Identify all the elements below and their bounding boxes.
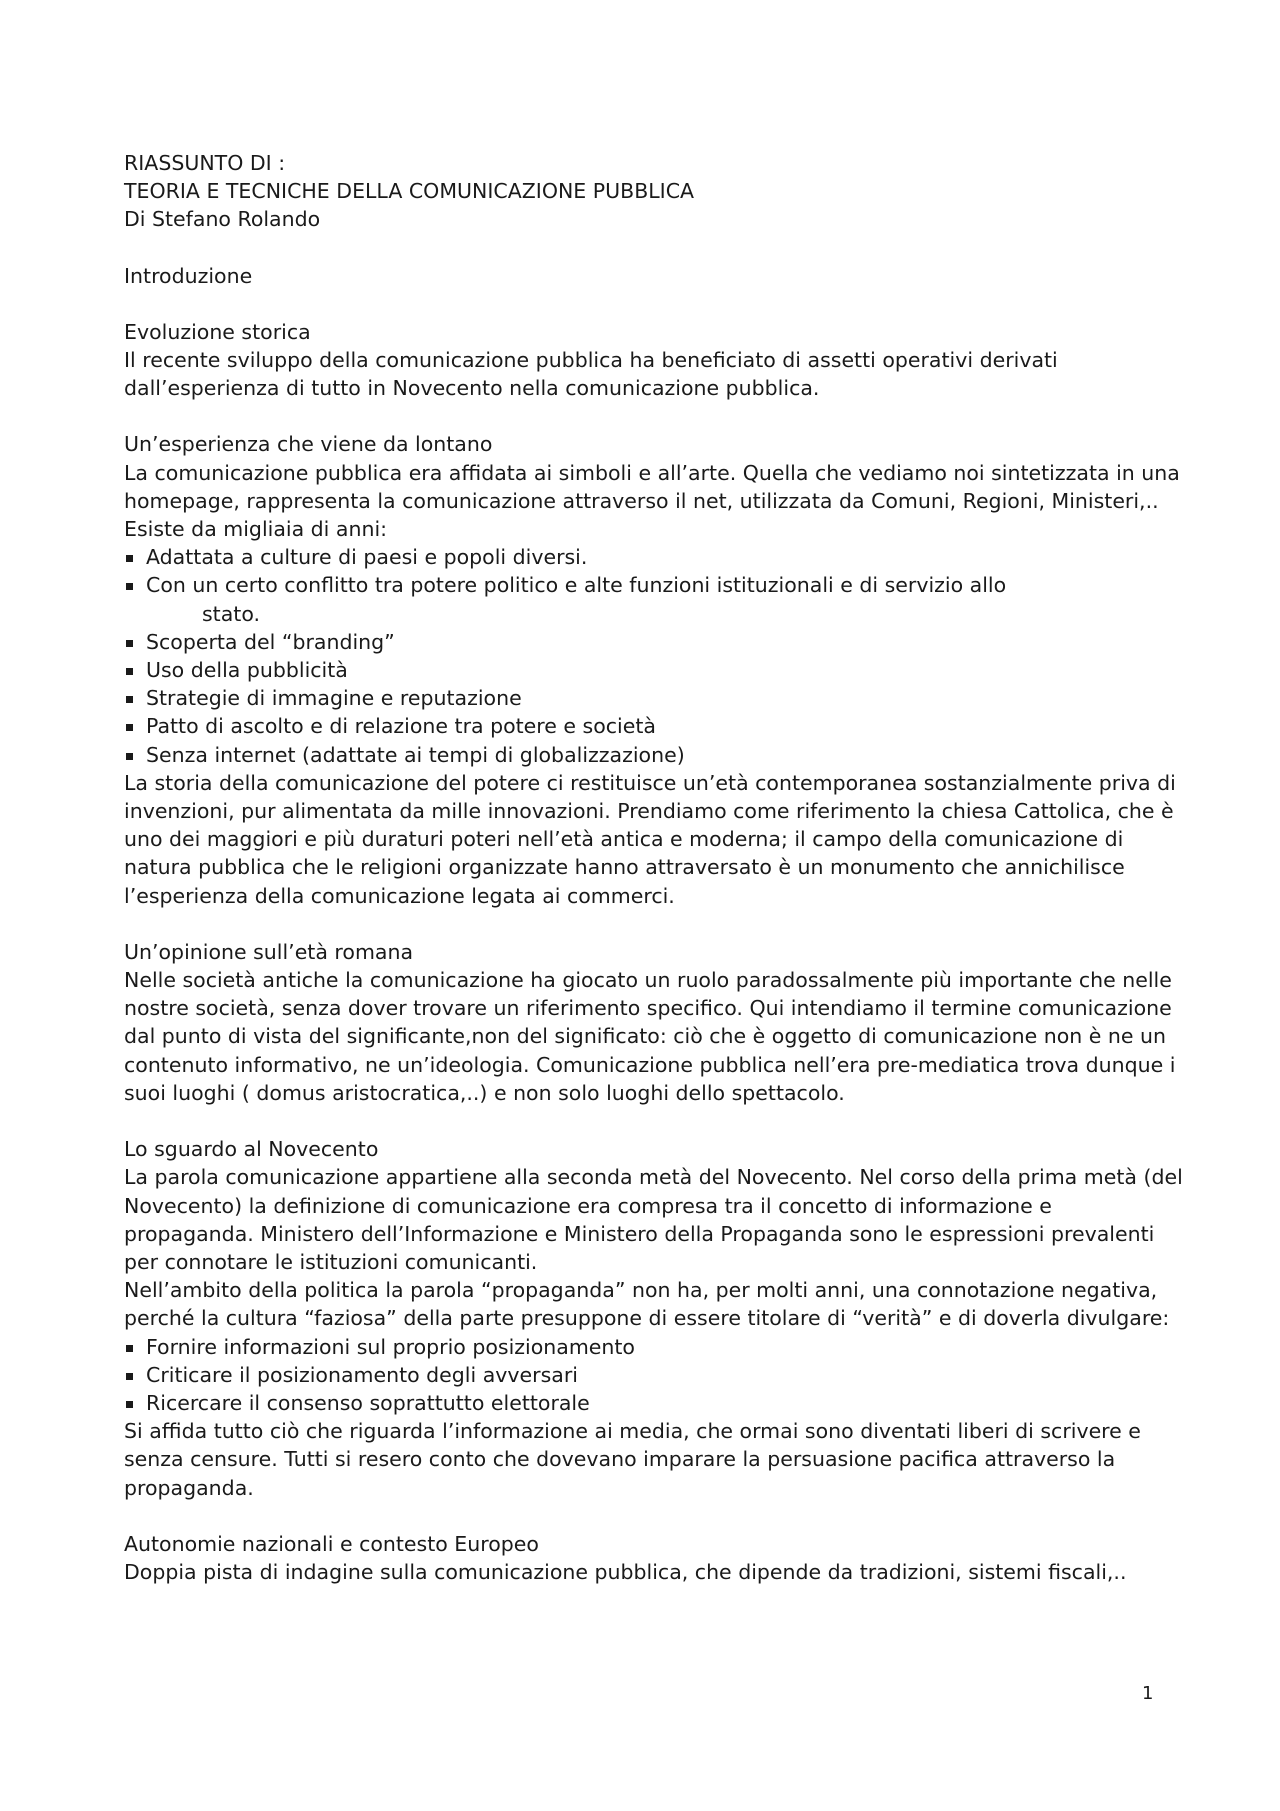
list-item: Patto di ascolto e di relazione tra potere e società — [124, 712, 1184, 740]
list-item: Scoperta del “branding” — [124, 628, 1184, 656]
list-item: Criticare il posizionamento degli avversari — [124, 1361, 1184, 1389]
list-item — [124, 571, 1184, 627]
list-item-continuation: stato. — [202, 601, 261, 626]
novecento-paragraph-2: Nell’ambito della politica la parola “propaganda” non ha, per molti anni, una connotazione negativa, perché la cultura “faziosa” della parte presuppone di essere titolare di “verità” e di doverla divulgare: — [124, 1278, 1170, 1331]
document-page — [124, 149, 1184, 1586]
romana-paragraph: Nelle società antiche la comunicazione ha giocato un ruolo paradossalmente più importante che nelle nostre società, senza dover trovare un riferimento specifico. Qui intendiamo il termine comunicazione dal punto di vista del significante,non del significato: ciò che è oggetto di comunicazione non è ne un contenuto informativo, ne un’ideologia. Comunicazione pubblica nell’era pre-mediatica trova dunque i suoi luoghi ( domus aristocratica,..) e non solo luoghi dello spettacolo. — [124, 968, 1176, 1105]
lontano-heading: Un’esperienza che viene da lontano — [124, 432, 493, 457]
page-number: 1 — [1142, 1683, 1154, 1704]
novecento-paragraph: La parola comunicazione appartiene alla seconda metà del Novecento. Nel corso della prima metà (del Novecento) la definizione di comunicazione era compresa tra il concetto di informazione e propaganda. Ministero dell’Informazione e Ministero della Propaganda sono le espressioni prevalenti per connotare le istituzioni comunicanti. — [124, 1165, 1183, 1274]
list-item: Uso della pubblicità — [124, 656, 1184, 684]
novecento-heading: Lo sguardo al Novecento — [124, 1137, 379, 1162]
document-header — [124, 149, 1184, 234]
autonomie-paragraph: Doppia pista di indagine sulla comunicazione pubblica, che dipende da tradizioni, sistemi fiscali,.. — [124, 1559, 1127, 1584]
romana-heading: Un’opinione sull’età romana — [124, 939, 414, 964]
list-item-text: Con un certo conflitto tra potere politico e alte funzioni istituzionali e di servizio allo — [146, 573, 1007, 598]
novecento-bullet-list — [124, 1333, 1184, 1418]
list-item: Senza internet (adattate ai tempi di globalizzazione) — [124, 741, 1184, 769]
list-item: Ricercare il consenso soprattutto elettorale — [124, 1389, 1184, 1417]
evoluzione-paragraph: Il recente sviluppo della comunicazione pubblica ha beneficiato di assetti operativi derivati dall’esperienza di tutto in Novecento nella comunicazione pubblica. — [124, 348, 1058, 401]
header-line-1: RIASSUNTO DI : — [124, 151, 286, 175]
autonomie-heading: Autonomie nazionali e contesto Europeo — [124, 1531, 539, 1556]
list-item: Adattata a culture di paesi e popoli diversi. — [124, 543, 1184, 571]
novecento-paragraph-3: Si affida tutto ciò che riguarda l’informazione ai media, che ormai sono diventati liberi di scrivere e senza censure. Tutti si resero conto che dovevano imparare la persuasione pacifica attraverso la propaganda. — [124, 1419, 1141, 1500]
header-title: TEORIA E TECNICHE DELLA COMUNICAZIONE PUBBLICA — [124, 179, 695, 204]
list-item: Fornire informazioni sul proprio posizionamento — [124, 1333, 1184, 1361]
lontano-paragraph-2: La storia della comunicazione del potere ci restituisce un’età contemporanea sostanzialmente priva di invenzioni, pur alimentata da mille innovazioni. Prendiamo come riferimento la chiesa Cattolica, che è uno dei maggiori e più duraturi poteri nell’età antica e moderna; il campo della comunicazione di natura pubblica che le religioni organizzate hanno attraversato è un monumento che annichilisce l’esperienza della comunicazione legata ai commerci. — [124, 770, 1176, 908]
header-author: Di Stefano Rolando — [124, 207, 321, 232]
lontano-paragraph: La comunicazione pubblica era affidata ai simboli e all’arte. Quella che vediamo noi sintetizzata in una homepage, rappresenta la comunicazione attraverso il net, utilizzata da Comuni, Regioni, Ministeri,.. Esiste da migliaia di anni: — [124, 460, 1180, 542]
intro-heading: Introduzione — [124, 263, 253, 288]
list-item: Strategie di immagine e reputazione — [124, 684, 1184, 712]
lontano-bullet-list — [124, 543, 1184, 769]
evoluzione-heading: Evoluzione storica — [124, 319, 311, 344]
